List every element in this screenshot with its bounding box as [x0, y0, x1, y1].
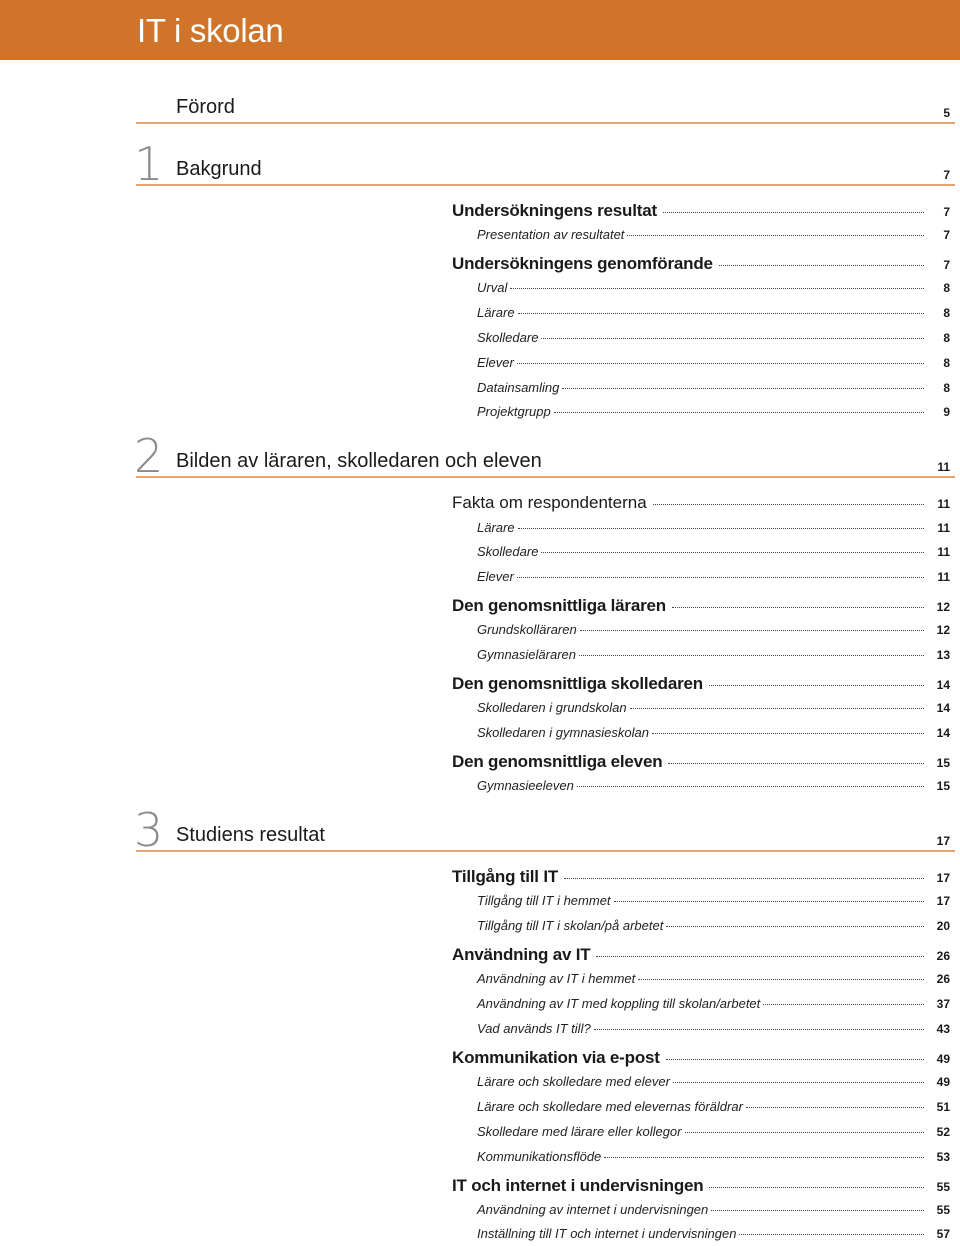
toc-subsection[interactable]: [477, 330, 950, 352]
toc-subsection[interactable]: [477, 305, 950, 327]
entry-page: 53: [936, 1150, 950, 1164]
toc-subsection[interactable]: [477, 520, 950, 542]
leader-dots: [518, 313, 924, 314]
toc-subsection[interactable]: [477, 996, 950, 1018]
entry-page: 26: [936, 949, 950, 963]
entry-page: 12: [936, 600, 950, 614]
entry-title: Användning av internet i undervisningen: [477, 1202, 709, 1217]
leader-dots: [580, 630, 924, 631]
entry-page: 17: [936, 894, 950, 908]
toc-subsection[interactable]: [477, 1149, 950, 1171]
entry-title: Användning av IT med koppling till skolan/arbetet: [477, 996, 761, 1011]
entry-page: 37: [936, 997, 950, 1011]
leader-dots: [668, 763, 924, 764]
toc-subsection[interactable]: [477, 569, 950, 591]
leader-dots: [596, 956, 924, 957]
entry-title: Lärare och skolledare med elever: [477, 1074, 670, 1089]
toc-subsection[interactable]: [477, 622, 950, 644]
entry-page: 49: [936, 1075, 950, 1089]
chapter-page: 11: [937, 460, 950, 474]
leader-dots: [541, 338, 924, 339]
entry-page: 8: [943, 356, 950, 370]
toc-section[interactable]: [452, 1048, 950, 1070]
leader-dots: [666, 926, 924, 927]
entry-title: Elever: [477, 569, 514, 584]
entry-title: Presentation av resultatet: [477, 227, 625, 242]
toc-subsection[interactable]: [477, 1202, 950, 1224]
entry-title: Kommunikationsflöde: [477, 1149, 602, 1164]
entry-page: 13: [936, 648, 950, 662]
leader-dots: [739, 1234, 924, 1235]
leader-dots: [562, 388, 924, 389]
toc-subsection[interactable]: [477, 1099, 950, 1121]
leader-dots: [663, 212, 924, 213]
entry-title: Skolledaren i gymnasieskolan: [477, 725, 649, 740]
entry-title: Användning av IT i hemmet: [477, 971, 636, 986]
leader-dots: [666, 1059, 924, 1060]
toc-chapter-3[interactable]: [134, 803, 955, 857]
entry-page: 11: [937, 521, 950, 535]
toc-section[interactable]: [452, 1176, 950, 1198]
leader-dots: [510, 288, 924, 289]
toc-subsection[interactable]: [477, 1074, 950, 1096]
leader-dots: [652, 733, 924, 734]
toc-subsection[interactable]: [477, 544, 950, 566]
toc-subsection[interactable]: [477, 725, 950, 747]
entry-title: Den genomsnittliga eleven: [452, 752, 663, 771]
toc-subsection[interactable]: [477, 1021, 950, 1043]
entry-page: 43: [936, 1022, 950, 1036]
toc-section[interactable]: [452, 945, 950, 967]
entry-title: Inställning till IT och internet i undervisningen: [477, 1226, 737, 1241]
leader-dots: [746, 1107, 924, 1108]
entry-title: Tillgång till IT i skolan/på arbetet: [477, 918, 664, 933]
entry-page: 15: [936, 779, 950, 793]
chapter-page: 7: [943, 168, 950, 182]
chapter-number: 2: [134, 429, 164, 483]
entry-page: 49: [936, 1052, 950, 1066]
entry-page: 15: [936, 756, 950, 770]
toc-subsection[interactable]: [477, 380, 950, 402]
entry-page: 14: [936, 726, 950, 740]
toc-section[interactable]: [452, 867, 950, 889]
toc-subsection[interactable]: [477, 918, 950, 940]
toc-subsection[interactable]: [477, 893, 950, 915]
toc-subsection[interactable]: [477, 700, 950, 722]
toc-subsection[interactable]: [477, 404, 950, 426]
entry-title: IT och internet i undervisningen: [452, 1176, 704, 1195]
entry-title: Skolledare: [477, 544, 539, 559]
entry-title: Den genomsnittliga skolledaren: [452, 674, 703, 693]
toc-section[interactable]: [452, 201, 950, 223]
chapter-title: Studiens resultat: [176, 824, 325, 846]
entry-title: Projektgrupp: [477, 404, 551, 419]
header-banner: [0, 0, 960, 60]
entry-page: 26: [936, 972, 950, 986]
entry-title: Lärare och skolledare med elevernas föräldrar: [477, 1099, 743, 1114]
chapter-title: Bakgrund: [176, 158, 262, 180]
leader-dots: [564, 878, 924, 879]
entry-page: 9: [943, 405, 950, 419]
entry-page: 11: [937, 497, 950, 511]
chapter-title: Bilden av läraren, skolledaren och eleven: [176, 450, 542, 472]
chapter-page: 17: [936, 834, 950, 848]
page-title: IT i skolan: [137, 12, 284, 49]
toc-section[interactable]: [452, 493, 950, 515]
toc-subsection[interactable]: [477, 1226, 950, 1246]
toc-subsection[interactable]: [477, 647, 950, 669]
toc-chapter-1[interactable]: [134, 137, 955, 191]
leader-dots: [709, 685, 924, 686]
toc-subsection[interactable]: [477, 778, 950, 800]
toc-subsection[interactable]: [477, 227, 950, 249]
toc-subsection[interactable]: [477, 280, 950, 302]
entry-title: Vad används IT till?: [477, 1021, 591, 1036]
leader-dots: [711, 1210, 924, 1211]
entry-title: Fakta om respondenterna: [452, 493, 647, 512]
toc-subsection[interactable]: [477, 355, 950, 377]
leader-dots: [638, 979, 924, 980]
leader-dots: [672, 607, 924, 608]
toc-subsection[interactable]: [477, 1124, 950, 1146]
leader-dots: [653, 504, 924, 505]
entry-page: 8: [943, 381, 950, 395]
entry-title: Grundskolläraren: [477, 622, 577, 637]
entry-title: Den genomsnittliga läraren: [452, 596, 666, 615]
leader-dots: [604, 1157, 924, 1158]
entry-page: 8: [943, 281, 950, 295]
entry-page: 12: [936, 623, 950, 637]
leader-dots: [763, 1004, 924, 1005]
entry-title: Lärare: [477, 520, 515, 535]
entry-page: 52: [936, 1125, 950, 1139]
entry-page: 20: [936, 919, 950, 933]
entry-page: 11: [937, 545, 950, 559]
entry-page: 51: [936, 1100, 950, 1114]
leader-dots: [518, 528, 924, 529]
entry-page: 11: [937, 570, 950, 584]
entry-page: 7: [943, 258, 950, 272]
leader-dots: [577, 786, 924, 787]
entry-title: Tillgång till IT i hemmet: [477, 893, 611, 908]
entry-page: 8: [943, 306, 950, 320]
entry-page: 17: [936, 871, 950, 885]
entry-title: Skolledare: [477, 330, 539, 345]
entry-page: 14: [936, 701, 950, 715]
leader-dots: [614, 901, 924, 902]
toc-section[interactable]: [452, 674, 950, 696]
leader-dots: [517, 363, 924, 364]
entry-page: 7: [943, 228, 950, 242]
entry-title: Gymnasieläraren: [477, 647, 576, 662]
entry-title: Datainsamling: [477, 380, 560, 395]
entry-title: Kommunikation via e-post: [452, 1048, 660, 1067]
entry-page: 55: [936, 1180, 950, 1194]
leader-dots: [719, 265, 924, 266]
leader-dots: [517, 577, 924, 578]
chapter-number: 3: [134, 803, 164, 857]
entry-title: Gymnasieeleven: [477, 778, 574, 793]
entry-title: Urval: [477, 280, 508, 295]
leader-dots: [673, 1082, 924, 1083]
toc-section[interactable]: [452, 752, 950, 774]
entry-title: Användning av IT: [452, 945, 591, 964]
entry-page: 55: [936, 1203, 950, 1217]
toc-chapter-2[interactable]: [134, 429, 955, 483]
toc-section[interactable]: [452, 596, 950, 618]
entry-page: 14: [936, 678, 950, 692]
leader-dots: [630, 708, 924, 709]
entry-page: 7: [943, 205, 950, 219]
leader-dots: [627, 235, 924, 236]
entry-title: Skolledare med lärare eller kollegor: [477, 1124, 682, 1139]
toc-subsection[interactable]: [477, 971, 950, 993]
entry-title: Tillgång till IT: [452, 867, 559, 886]
leader-dots: [579, 655, 924, 656]
leader-dots: [554, 412, 924, 413]
leader-dots: [541, 552, 924, 553]
leader-dots: [685, 1132, 925, 1133]
entry-page: 8: [943, 331, 950, 345]
toc-chapter-forord[interactable]: [136, 84, 955, 124]
chapter-title: Förord: [176, 96, 235, 118]
leader-dots: [709, 1187, 924, 1188]
entry-title: Elever: [477, 355, 514, 370]
toc-section[interactable]: [452, 254, 950, 276]
entry-title: Lärare: [477, 305, 515, 320]
entry-page: 57: [936, 1227, 950, 1241]
chapter-page: 5: [943, 106, 950, 120]
entry-title: Undersökningens resultat: [452, 201, 657, 220]
chapter-number: 1: [134, 137, 164, 191]
leader-dots: [594, 1029, 924, 1030]
entry-title: Skolledaren i grundskolan: [477, 700, 627, 715]
entry-title: Undersökningens genomförande: [452, 254, 713, 273]
